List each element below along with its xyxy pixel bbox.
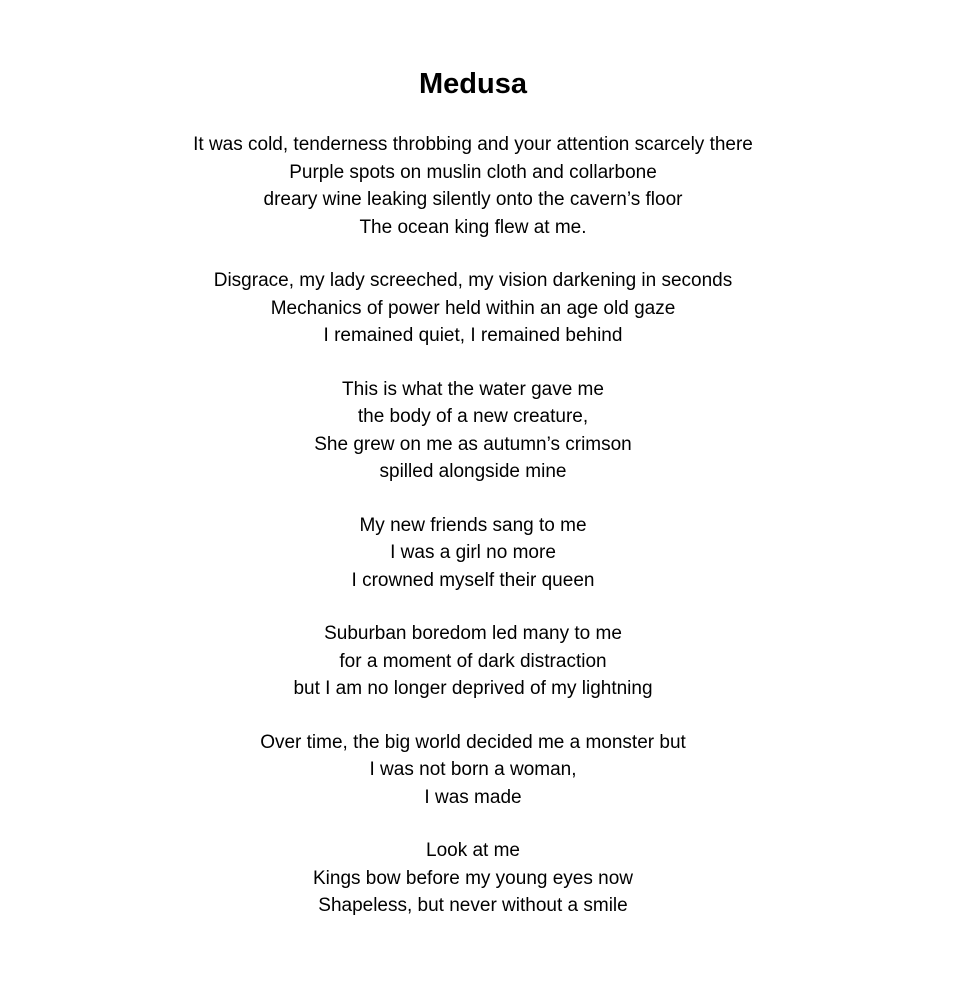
- poem-line: This is what the water gave me: [342, 378, 604, 400]
- poem-line: Purple spots on muslin cloth and collarbone: [289, 161, 657, 183]
- stanza-1: [0, 131, 946, 241]
- poem-line: She grew on me as autumn’s crimson: [314, 433, 632, 455]
- poem-line: I remained quiet, I remained behind: [323, 325, 623, 346]
- poem-line: Shapeless, but never without a smile: [318, 895, 628, 916]
- stanza-2: [0, 267, 946, 350]
- stanza-6: [0, 729, 946, 812]
- poem-line: for a moment of dark distraction: [339, 650, 607, 672]
- poem-body: [0, 131, 946, 946]
- poem-line: but I am no longer deprived of my lightning: [293, 678, 653, 699]
- poem-line: I was not born a woman,: [369, 759, 577, 780]
- poem-line: Disgrace, my lady screeched, my vision darkening in seconds: [213, 270, 733, 291]
- poem-line: Mechanics of power held within an age old gaze: [270, 297, 676, 319]
- poem-line: Over time, the big world decided me a monster but: [260, 731, 686, 753]
- stanza-7: [0, 837, 946, 920]
- poem-line: dreary wine leaking silently onto the cavern’s floor: [263, 189, 683, 210]
- poem-line: It was cold, tenderness throbbing and your attention scarcely there: [193, 134, 753, 155]
- poem-line: Kings bow before my young eyes now: [312, 867, 633, 889]
- poem-line: I was a girl no more: [390, 542, 556, 563]
- poem-line: Suburban boredom led many to me: [324, 623, 622, 644]
- poem-line: Look at me: [426, 840, 520, 861]
- poem-title: Medusa: [419, 68, 527, 100]
- stanza-3: [0, 376, 946, 486]
- poem-line: My new friends sang to me: [359, 514, 587, 536]
- stanza-5: [0, 620, 946, 703]
- poem-line: I crowned myself their queen: [351, 569, 595, 591]
- poem-line: The ocean king flew at me.: [359, 216, 587, 238]
- stanza-4: [0, 512, 946, 595]
- poem-line: the body of a new creature,: [357, 406, 589, 427]
- poem-line: spilled alongside mine: [379, 461, 567, 482]
- poem-line: I was made: [424, 786, 522, 808]
